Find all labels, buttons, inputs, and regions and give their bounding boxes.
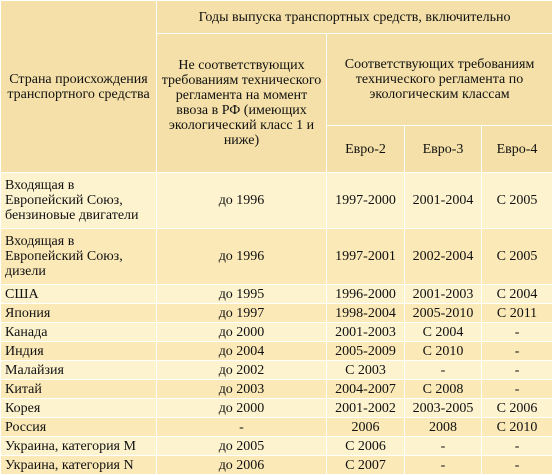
euro3-header: Евро-3 [405,126,482,173]
table-row [1,173,552,229]
country-cell: Малайзия [1,361,157,380]
non-compliant-cell: до 2002 [157,361,327,380]
non-compliant-cell: до 2004 [157,342,327,361]
euro2-cell: С 2003 [327,361,405,380]
country-cell: Россия [1,418,157,437]
non-compliant-cell: до 1996 [157,229,327,285]
euro3-cell: С 2008 [405,380,482,399]
table-row [1,399,552,418]
euro4-cell: - [482,380,552,399]
euro3-cell: 2001-2003 [405,285,482,304]
euro4-cell: - [482,342,552,361]
euro4-cell: С 2006 [482,399,552,418]
euro3-cell: - [405,456,482,475]
country-cell: США [1,285,157,304]
euro2-cell: С 2006 [327,437,405,456]
non-compliant-cell: до 2003 [157,380,327,399]
euro2-header: Евро-2 [327,126,405,173]
euro4-cell: - [482,361,552,380]
non-compliant-cell: до 2000 [157,399,327,418]
euro3-cell: - [405,437,482,456]
country-cell: Индия [1,342,157,361]
euro3-cell: - [405,361,482,380]
euro3-cell: С 2004 [405,323,482,342]
non-compliant-cell: до 1996 [157,173,327,229]
euro4-header: Евро-4 [482,126,552,173]
non-compliant-header: Не соответствующих требованиям технического регламента на момент ввоза в РФ (имеющих экологический класс 1 и ниже) [157,34,327,173]
euro4-cell: - [482,323,552,342]
non-compliant-cell: до 2006 [157,456,327,475]
euro3-cell: 2008 [405,418,482,437]
country-cell: Входящая в Европейский Союз, дизели [1,229,157,285]
non-compliant-cell: до 2000 [157,323,327,342]
table-row [1,304,552,323]
euro4-cell: С 2004 [482,285,552,304]
compliant-span-header: Соответствующих требованиям технического регламента по экологическим классам [327,34,552,126]
euro2-cell: 1997-2000 [327,173,405,229]
years-span-header: Годы выпуска транспортных средств, включительно [157,1,552,34]
euro3-cell: С 2010 [405,342,482,361]
euro3-cell: 2002-2004 [405,229,482,285]
country-cell: Канада [1,323,157,342]
euro3-cell: 2001-2004 [405,173,482,229]
euro2-cell: 1998-2004 [327,304,405,323]
euro2-cell: 2006 [327,418,405,437]
table-row [1,323,552,342]
non-compliant-cell: - [157,418,327,437]
table-row [1,229,552,285]
country-cell: Входящая в Европейский Союз, бензиновые двигатели [1,173,157,229]
country-cell: Япония [1,304,157,323]
euro3-cell: 2005-2010 [405,304,482,323]
table-row [1,342,552,361]
country-header: Страна происхождения транспортного средства [1,1,157,173]
country-cell: Украина, категория N [1,456,157,475]
euro4-cell: - [482,437,552,456]
euro2-cell: 2005-2009 [327,342,405,361]
euro4-cell: С 2010 [482,418,552,437]
table-row [1,285,552,304]
country-cell: Корея [1,399,157,418]
euro2-cell: 2004-2007 [327,380,405,399]
non-compliant-cell: до 1997 [157,304,327,323]
euro2-cell: 1997-2001 [327,229,405,285]
euro2-cell: 2001-2003 [327,323,405,342]
euro3-cell: 2003-2005 [405,399,482,418]
euro2-cell: 1996-2000 [327,285,405,304]
euro4-cell: - [482,456,552,475]
euro2-cell: С 2007 [327,456,405,475]
non-compliant-cell: до 2005 [157,437,327,456]
euro4-cell: С 2011 [482,304,552,323]
country-cell: Китай [1,380,157,399]
euro4-cell: С 2005 [482,229,552,285]
table-row [1,361,552,380]
table-row [1,380,552,399]
table-row [1,437,552,456]
country-cell: Украина, категория М [1,437,157,456]
euro2-cell: 2001-2002 [327,399,405,418]
non-compliant-cell: до 1995 [157,285,327,304]
euro4-cell: С 2005 [482,173,552,229]
table-row [1,418,552,437]
